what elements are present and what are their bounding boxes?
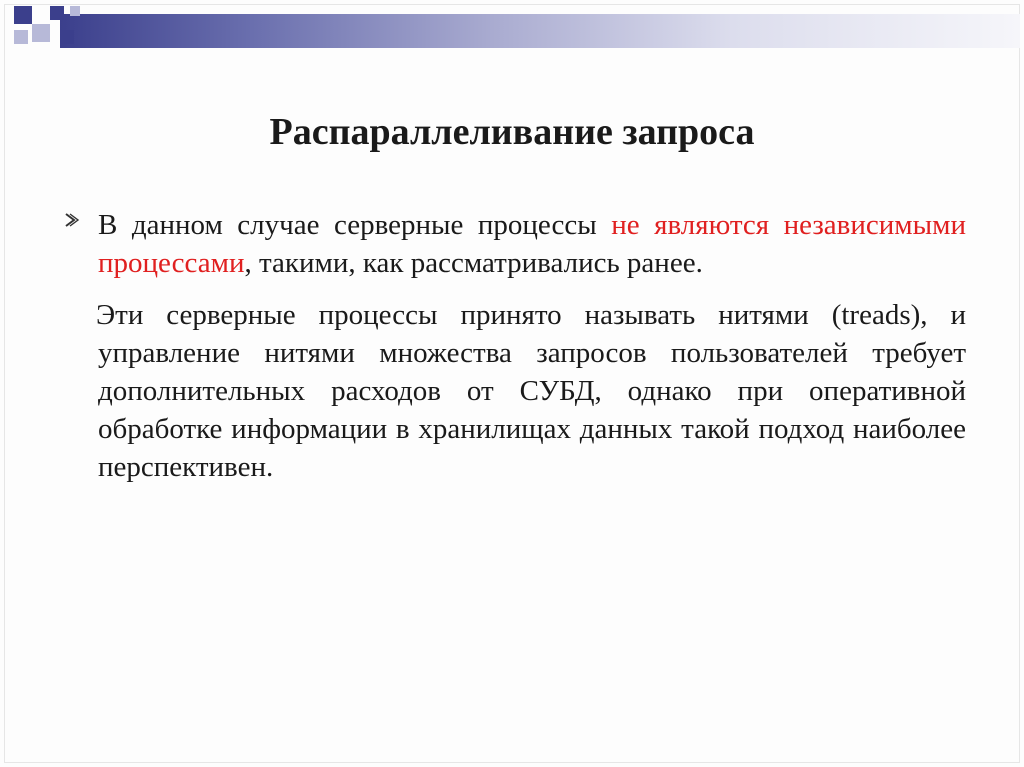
header-gradient-band [60, 14, 1020, 48]
chevron-arrow-bullet-icon [62, 210, 82, 230]
highlighted-text: не являются независимыми процессами [98, 209, 966, 279]
bullet-text-after: , такими, как рассматривались ранее. [244, 247, 703, 279]
decorative-square-6 [70, 6, 80, 16]
decorative-square-5 [60, 30, 74, 44]
slide-title: Распараллеливание запроса [269, 111, 755, 153]
decorative-square-2 [32, 24, 50, 42]
body-paragraph: Эти серверные процессы принято называть нитями (treads), и управление нитями множества запросов пользователей требует дополнительных расходов от СУБД, однако при оперативной обработке информации в хранилищах данных такой подход наиболее перспективен. [96, 299, 966, 483]
decorative-square-1 [14, 6, 32, 24]
bullet-text-before: В данном случае серверные процессы [98, 209, 612, 241]
bullet-paragraph [98, 206, 966, 282]
decorative-square-3 [50, 6, 64, 20]
decorative-square-4 [14, 30, 28, 44]
slide-body [98, 206, 966, 486]
